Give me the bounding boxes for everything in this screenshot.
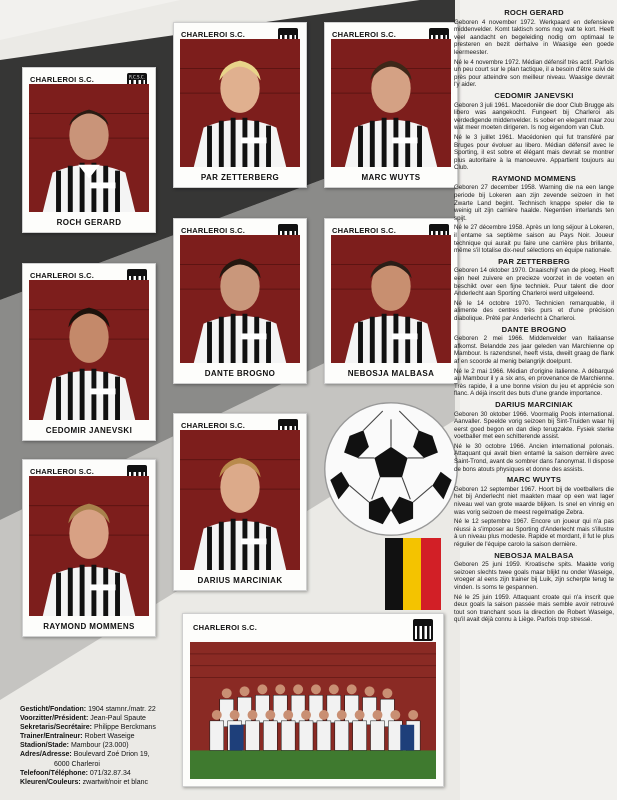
bio-text-fr: Né le 25 juin 1959. Attaquant croate qui n'a inscrit que deux goals la saison passée mais semble avoir retrouvé tout son tranchant sous la direction de Robert Waseige, qu'il avait déjà connu à Liège. Parfois trop stressé. xyxy=(454,593,614,624)
bio-text-nl: Geboren 30 oktober 1966. Voormalig Pools international. Aanvaller. Speelde vorig seizoen bij Sint-Truiden waar hij eerst goed begon en dan diep terugzakte. Fysiek sterke voetballer met een schitterende assist. xyxy=(454,410,614,441)
bio-text-fr: Né le 27 décembre 1958. Après un long séjour à Lokeren, il entame sa septième saison au Pays Noir. Joueur technique qui aurait pu faire une carrière plus brillante, même s'il totalise dix-neuf sélections en équipe nationale. xyxy=(454,224,614,255)
bio-title: RAYMOND MOMMENS xyxy=(491,173,577,183)
player-name: DARIUS MARCINIAK xyxy=(197,576,283,585)
player-sticker xyxy=(324,218,458,384)
club-info-row: 6000 Charleroi xyxy=(54,760,100,768)
bio-text-fr: Né le 4 novembre 1972. Médian défensif très actif. Parfois un peu court sur le plan tactique, il a besoin d'être suivi de près pour atteindre son meilleur niveau. Waasige devrait l'y aider. xyxy=(454,58,614,89)
bio-title: DANTE BROGNO xyxy=(501,324,567,334)
club-info-row: Voorzitter/Président: Jean-Paul Spaute xyxy=(20,715,146,723)
player-photo xyxy=(29,280,149,420)
bio-text-nl: Geboren 25 juni 1959. Kroatische spits. Maakte vorig seizoen slechts twee goals maar blijkt nu onder Waseige, vroeger al eens zijn trainer bij Luik, zijn scherpte terug te vinden. Is soms te gespannen. xyxy=(454,561,614,591)
player-photo xyxy=(180,430,300,570)
player-sticker xyxy=(173,218,307,384)
bio-title: DARIUS MARCINIAK xyxy=(495,399,573,409)
bio-title: ROCH GERARD xyxy=(504,8,564,17)
club-crest-icon xyxy=(411,618,435,642)
player-photo xyxy=(180,39,300,167)
football-icon xyxy=(322,400,460,538)
bio-text-fr: Né le 30 octobre 1966. Ancien international polonais. Attaquant qui avait bien entamé la saison dernière avec Saint-Trond, avant de sombrer dans l'anonymat. Il dispose de bons atouts physiques et donne des assists. xyxy=(454,442,614,473)
player-name: RAYMOND MOMMENS xyxy=(43,622,135,631)
club-label: CHARLEROI S.C. xyxy=(30,271,95,280)
club-label: CHARLEROI S.C. xyxy=(332,226,397,235)
bio-text-nl: Geboren 27 december 1958. Warning die na een lange periode bij Lokeren aan zijn zevende seizoen in het Zwarte Land begint. Technisch knappe speler die te weinig uit zijn carrière haalde. Negentien interlands ten spijt. xyxy=(454,184,614,222)
bio-title: CEDOMIR JANEVSKI xyxy=(494,90,574,100)
player-sticker xyxy=(22,263,156,441)
club-info-row: Adres/Adresse: Boulevard Zoé Drion 19, xyxy=(20,751,150,759)
bio-text-fr: Né le 12 septembre 1967. Encore un joueur qui n'a pas réussi à s'imposer au Sporting d'Anderlecht mais s'illustre à un niveau plus modeste. Rapide et mordant, il fut le plus régulier de l'équipe carolo la saison dernière. xyxy=(454,518,614,548)
player-name: MARC WUYTS xyxy=(361,173,421,182)
belgian-flag-stripes xyxy=(385,538,441,610)
bio-text-nl: Geboren 14 oktober 1970. Draaischijf van de ploeg. Heeft een heel zuivere en precieze voorzet in de voeten en beschikt over een fijne techniek. Puur talent die door Anderlecht aan Sporting Charleroi werd uitgeleend. xyxy=(454,267,614,298)
club-label: CHARLEROI S.C. xyxy=(332,30,397,39)
bio-text-nl: Geboren 12 september 1967. Hoort bij de voetballers die het bij Anderlecht niet maakten maar op een wat lager niveau wel van grote waarde blijken. Is snel en vinnig en was vorig seizoen de meest regelmatige Zebra. xyxy=(454,485,614,516)
player-photo xyxy=(180,235,300,363)
team-photo xyxy=(190,642,436,779)
bio-title: NEBOSJA MALBASA xyxy=(494,550,574,560)
player-name: PAR ZETTERBERG xyxy=(200,173,280,182)
bio-title: PAR ZETTERBERG xyxy=(498,256,570,266)
club-info-row: Kleuren/Couleurs: zwartwit/noir et blanc xyxy=(20,778,148,786)
club-label: CHARLEROI S.C. xyxy=(193,623,258,632)
player-name: ROCH GERARD xyxy=(56,218,122,227)
player-sticker xyxy=(173,413,307,591)
player-photo xyxy=(29,84,149,212)
player-photo xyxy=(29,476,149,616)
club-info-row: Trainer/Entraîneur: Robert Waseige xyxy=(20,733,135,741)
player-sticker xyxy=(22,459,156,637)
bio-text-nl: Geboren 3 juli 1961. Macedoniër die door Club Brugge als libero was aangekocht. Fungeert bij Charleroi als verdedigende middenvelder. Is sober en elegant maar zou wat meer moeten dirigeren. Is nog eigendom van Club. xyxy=(454,101,614,132)
player-sticker xyxy=(22,67,156,233)
club-info-row: Stadion/Stade: Mambour (23.000) xyxy=(20,742,129,750)
bio-text-fr: Né le 3 juillet 1961. Macédonien qui fut transféré par Bruges pour évoluer au libero. Médian défensif avec le Sporting, il est sobre et élégant mais devrait se montrer plus autoritaire à la manoeuvre. Appartient toujours au Club. xyxy=(454,133,614,172)
player-name: NEBOSJA MALBASA xyxy=(347,369,435,378)
bio-title: MARC WUYTS xyxy=(506,475,562,485)
club-label: CHARLEROI S.C. xyxy=(30,467,95,476)
bio-text-nl: Geboren 2 mei 1966. Middenvelder van Italiaanse afkomst. Belandde zes jaar geleden van Marchienne op Mambour. Is razendsnel, heeft vista, dweilt graag de flank af en scoorde al menig belangrijk doelpunt. xyxy=(454,335,614,365)
player-photo xyxy=(331,235,451,363)
club-label: CHARLEROI S.C. xyxy=(30,75,95,84)
svg-text:R.C.S.C.: R.C.S.C. xyxy=(129,74,145,80)
bio-text-nl: Geboren 4 november 1972. Werkpaard en defensieve middenvelder. Komt taktisch soms nog wat te kort. Heeft veel aandacht en begeleiding nodig om optimaal te presteren en bezit derhalve in Waasige een goede leermeester. xyxy=(454,18,614,56)
club-info-row: Gesticht/Fondation: 1904 stamnr./matr. 22 xyxy=(20,706,156,713)
player-sticker xyxy=(173,22,307,188)
club-info-row: Telefoon/Téléphone: 071/32.87.34 xyxy=(20,769,131,777)
club-label: CHARLEROI S.C. xyxy=(181,421,246,430)
club-info xyxy=(20,705,200,787)
bio-text-fr: Né le 14 octobre 1970. Technicien remarquable, il alimente des centres très purs et d'une précision diabolique. Prêté par Anderlecht à Charleroi. xyxy=(454,299,614,322)
player-name: CEDOMIR JANEVSKI xyxy=(45,426,133,435)
bio-text-fr: Né le 2 mai 1966. Médian d'origine italienne. A débarqué au Mambour il y a six ans, en provenance de Marchienne. Très rapide, il a une bonne vision du jeu et apprécie son flanc. A déjà inscrit des buts d'une grande importance. xyxy=(454,367,614,398)
team-photo-sticker xyxy=(182,613,444,787)
player-photo xyxy=(331,39,451,167)
club-label: CHARLEROI S.C. xyxy=(181,30,246,39)
player-bios xyxy=(454,6,614,626)
club-info-row: Sekretaris/Secrétaire: Philippe Berckmans xyxy=(20,724,156,732)
club-label: CHARLEROI S.C. xyxy=(181,226,246,235)
player-sticker xyxy=(324,22,458,188)
player-name: DANTE BROGNO xyxy=(204,369,276,378)
